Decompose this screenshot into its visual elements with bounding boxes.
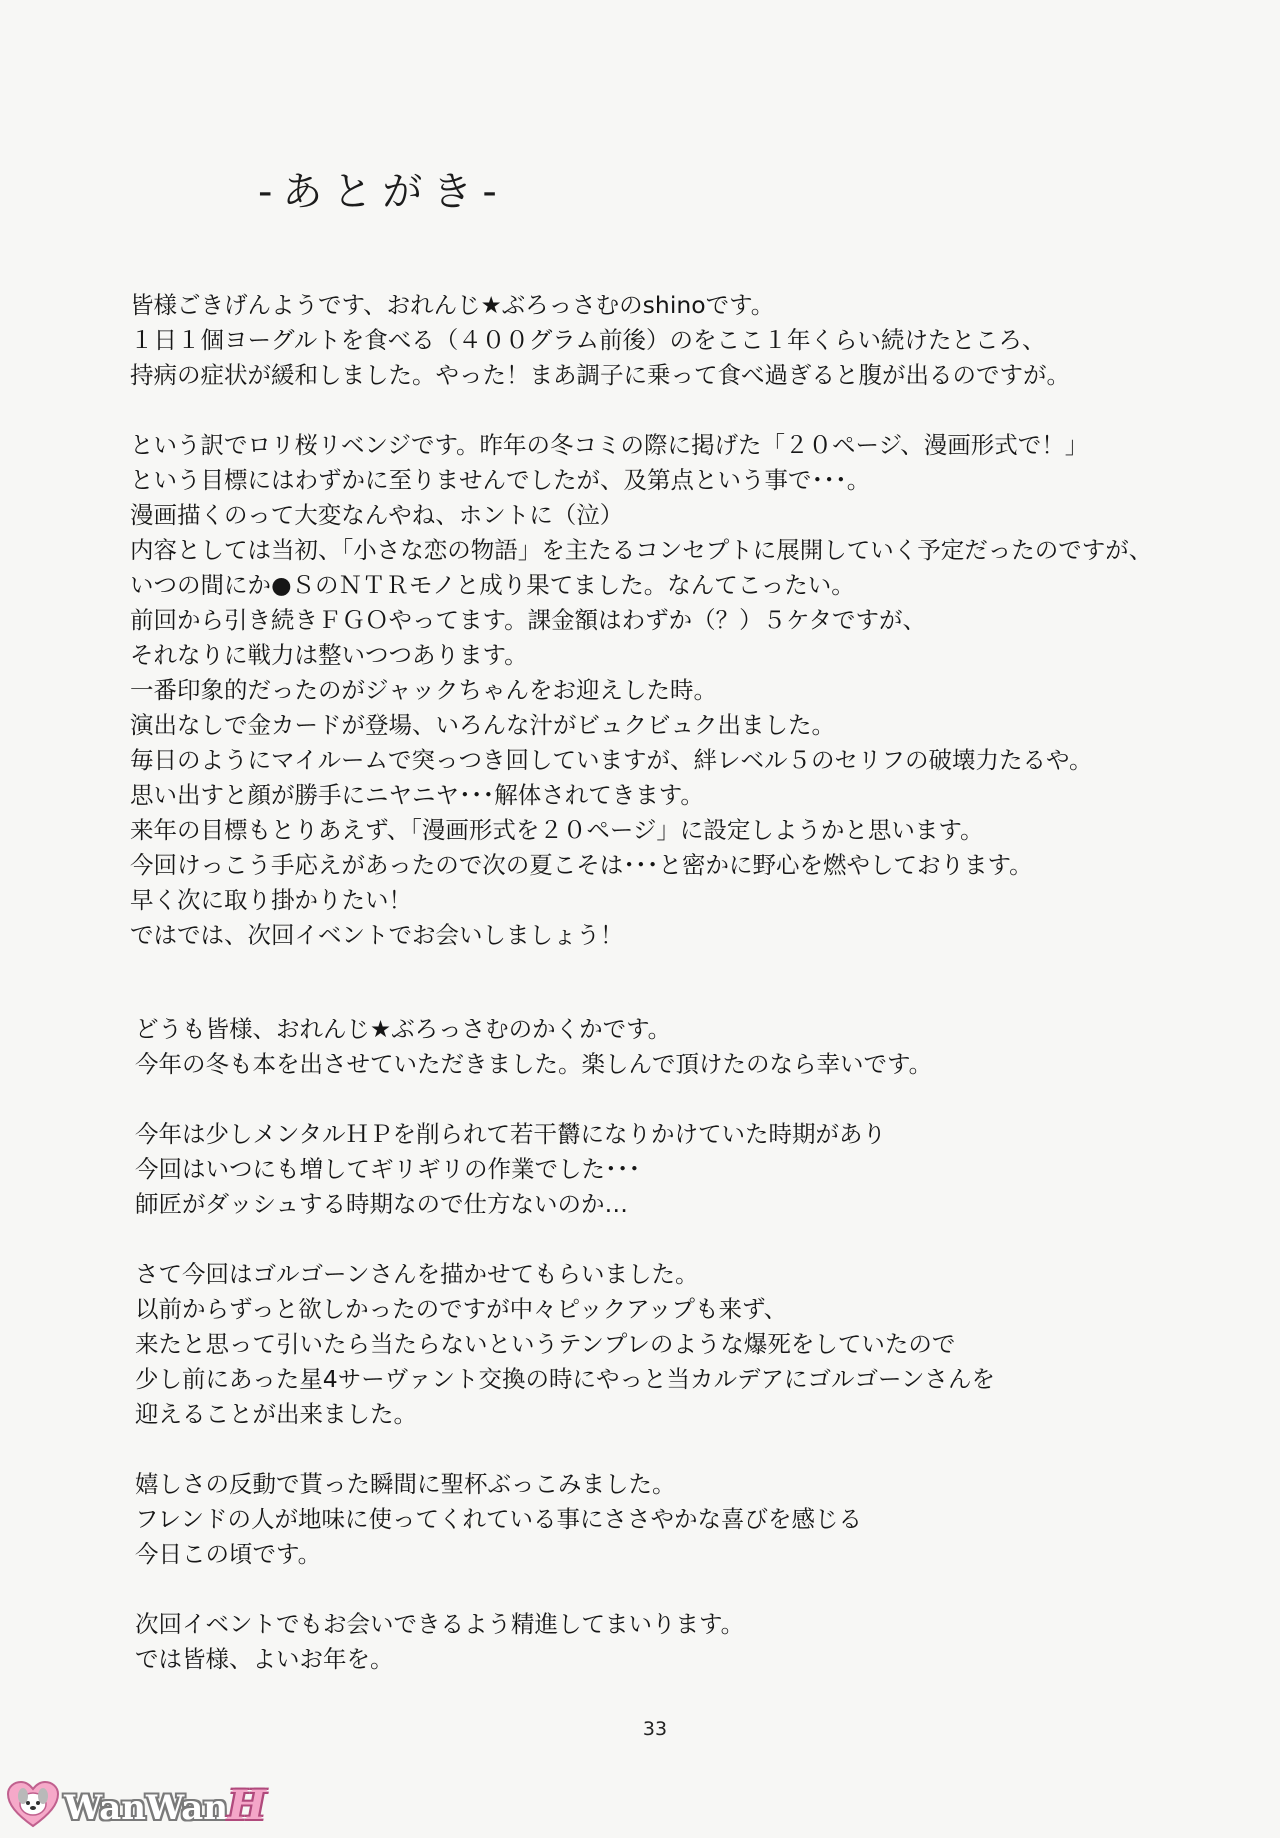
paragraph-gap	[135, 1222, 995, 1257]
text-line: フレンドの人が地味に使ってくれている事にささやかな喜びを感じる	[135, 1505, 862, 1533]
paragraph-gap	[135, 1432, 995, 1467]
text-line: どうも皆様、おれんじ★ぶろっさむのかくかです。	[135, 1015, 672, 1043]
text-line: 以前からずっと欲しかったのですが中々ピックアップも来ず、	[135, 1295, 788, 1323]
text-line: 漫画描くのって大変なんやね、ホントに（泣）	[130, 501, 624, 529]
text-line: 今回けっこう手応えがあったので次の夏こそは･･･と密かに野心を燃やしております。	[130, 851, 1033, 879]
text-line: 今年の冬も本を出させていただきました。楽しんで頂けたのなら幸いです。	[135, 1050, 933, 1078]
text-line: 内容としては当初、「小さな恋の物語」を主たるコンセプトに展開していく予定だったのですが、	[130, 536, 1153, 564]
afterword-section-kakuka	[135, 1012, 995, 1677]
text-line: という訳でロリ桜リベンジです。昨年の冬コミの際に掲げた「２０ページ、漫画形式で！」	[130, 431, 1089, 459]
text-line: 思い出すと顔が勝手にニヤニヤ･･･解体されてきます。	[130, 781, 704, 809]
text-line: 師匠がダッシュする時期なので仕方ないのか…	[135, 1190, 629, 1218]
text-line: ではでは、次回イベントでお会いしましょう！	[130, 921, 624, 949]
text-line: さて今回はゴルゴーンさんを描かせてもらいました。	[135, 1260, 699, 1288]
text-line: 今年は少しメンタルＨＰを削られて若干欝になりかけていた時期があり	[135, 1120, 887, 1148]
text-line: 一番印象的だったのがジャックちゃんをお迎えした時。	[130, 676, 718, 704]
text-line: 迎えることが出来ました。	[135, 1400, 417, 1428]
text-line: 早く次に取り掛かりたい！	[130, 886, 412, 914]
text-line: 持病の症状が緩和しました。やった！まあ調子に乗って食べ過ぎると腹が出るのですが。	[130, 361, 1070, 389]
text-line: 来年の目標もとりあえず、「漫画形式を２０ページ」に設定しようかと思います。	[130, 816, 984, 844]
watermark-text: WanWanH	[64, 1782, 266, 1829]
text-line: 毎日のようにマイルームで突っつき回していますが、絆レベル５のセリフの破壊力たるや。	[130, 746, 1093, 774]
text-line: 皆様ごきげんようです、おれんじ★ぶろっさむのshinoです。	[130, 291, 775, 319]
text-line: という目標にはわずかに至りませんでしたが、及第点という事で･･･。	[130, 466, 871, 494]
text-line: 少し前にあった星4サーヴァント交換の時にやっと当カルデアにゴルゴーンさんを	[135, 1365, 996, 1393]
text-line: では皆様、よいお年を。	[135, 1645, 394, 1673]
text-line: 演出なしで金カードが登場、いろんな汁がビュクビュク出ました。	[130, 711, 835, 739]
text-line: 次回イベントでもお会いできるよう精進してまいります。	[135, 1610, 745, 1638]
paragraph-gap	[135, 1572, 995, 1607]
text-line: 嬉しさの反動で貰った瞬間に聖杯ぶっこみました。	[135, 1470, 676, 1498]
text-line: いつの間にか●ＳのＮＴＲモノと成り果てました。なんてこったい。	[130, 571, 855, 599]
page-title: -あとがき-	[258, 169, 507, 215]
text-line: １日１個ヨーグルトを食べる（４００グラム前後）のをここ１年くらい続けたところ、	[130, 326, 1046, 354]
page-number: 33	[642, 1718, 668, 1740]
text-line: 今回はいつにも増してギリギリの作業でした･･･	[135, 1155, 641, 1183]
paragraph-gap	[135, 1082, 995, 1117]
afterword-section-shino	[130, 288, 1152, 953]
paragraph-gap	[130, 393, 1152, 428]
heart-dog-icon	[6, 1780, 60, 1828]
text-line: 来たと思って引いたら当たらないというテンプレのような爆死をしていたので	[135, 1330, 956, 1358]
text-line: 前回から引き続きＦＧＯやってます。課金額はわずか（？）５ケタですが、	[130, 606, 926, 634]
text-line: 今日この頃です。	[135, 1540, 322, 1568]
watermark-logo	[4, 1776, 266, 1832]
text-line: それなりに戦力は整いつつあります。	[130, 641, 528, 669]
